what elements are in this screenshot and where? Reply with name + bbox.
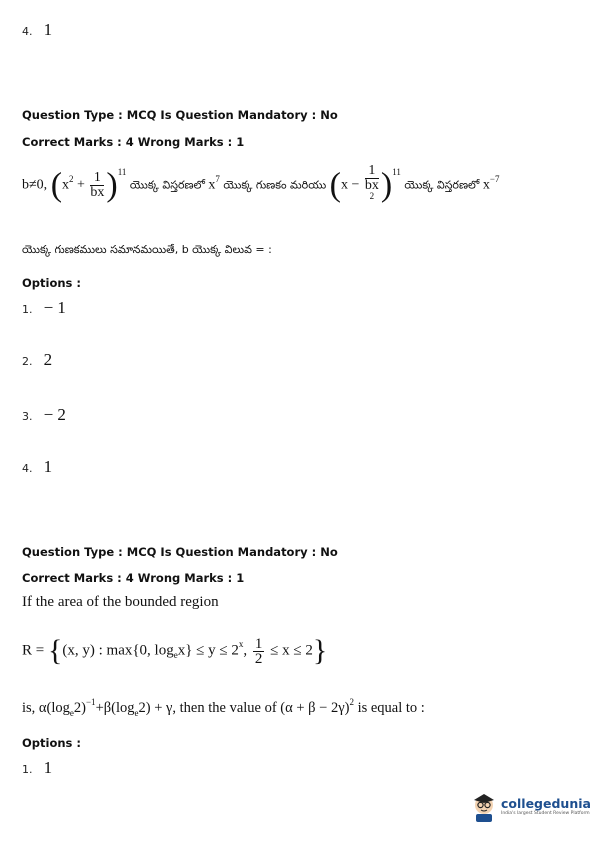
exp-neg7: −7: [489, 173, 500, 184]
logo-brand: collegedunia: [501, 796, 591, 811]
stem-text: 2) + γ, then the value of (α + β − 2γ): [138, 700, 350, 716]
option-value: 1: [43, 20, 53, 39]
region-lhs: R =: [22, 642, 45, 659]
option-value: 2: [43, 350, 53, 369]
option-number: 4.: [22, 25, 33, 38]
region-body: (x, y) : max{0, log: [62, 642, 174, 659]
plus-sign: +: [77, 177, 85, 193]
option-number: 1.: [22, 763, 33, 776]
q2-stem-line1: If the area of the bounded region: [22, 594, 219, 610]
collegedunia-logo: [470, 792, 591, 822]
fraction-1-over-bx: [90, 171, 104, 200]
exp-2: 2: [69, 173, 74, 184]
frac-num: 1: [365, 164, 379, 179]
stem-text: is, α(log: [22, 700, 70, 716]
exp-7: 7: [215, 173, 220, 184]
q2-options-label: Options :: [22, 736, 81, 750]
sub-e: e: [134, 708, 139, 718]
fraction-1-over-2: [253, 637, 265, 666]
q1-option-1[interactable]: [22, 298, 66, 318]
region-body: ≤ x ≤ 2: [270, 642, 313, 659]
option-number: 4.: [22, 462, 33, 475]
q2-region-definition: R = {(x, y) : max{0, $\log_ex\} \le y \le 2^x$, $\frac{1}{2}$ ≤ x ≤ 2}: [22, 634, 328, 667]
telugu-text: యొక్క విస్తరణలో: [404, 178, 480, 192]
fraction-1-over-bx2: [365, 164, 379, 207]
sub-e: e: [69, 708, 74, 718]
frac-num: 1: [254, 635, 263, 652]
var-x: x: [482, 177, 490, 193]
frac-den: bx: [90, 185, 105, 200]
stem-condition: b≠0,: [22, 177, 48, 193]
q2-option-1[interactable]: [22, 758, 52, 778]
prev-option-4: [22, 20, 52, 40]
exp-2: 2: [349, 697, 354, 707]
exp-neg1: −1: [85, 697, 96, 707]
mascot-icon: [470, 792, 498, 822]
frac-den: 2: [254, 650, 263, 667]
q1-option-3[interactable]: [22, 405, 66, 425]
q2-marks-line: Correct Marks : 4 Wrong Marks : 1: [22, 571, 245, 585]
stem-text: 2): [73, 700, 86, 716]
frac-den: bx: [364, 178, 379, 193]
q1-marks-line: Correct Marks : 4 Wrong Marks : 1: [22, 135, 245, 149]
stem-text: is equal to :: [357, 700, 425, 716]
x-minus: x −: [340, 177, 360, 193]
exp-11: 11: [392, 166, 401, 177]
q1-option-4[interactable]: [22, 457, 52, 477]
option-value: 1: [43, 457, 53, 476]
q2-type-line: Question Type : MCQ Is Question Mandatory : No: [22, 545, 338, 559]
exp-x: x: [238, 639, 244, 650]
telugu-text: యొక్క విస్తరణలో: [129, 178, 205, 192]
option-number: 3.: [22, 410, 33, 423]
logo-tagline: India's largest Student Review Platform: [501, 811, 590, 816]
sub-e: e: [173, 650, 178, 661]
q1-stem-math: b≠0, ($x^2$ + $\frac{1}{bx}$ )$^{11}$ యొక్క విస్తరణలో $x^7$ యొక్క గుణకం మరియు (x − 1 bx 2 )$^{11}$ యొక్క విస్తరణలో $x^{-7}$: [22, 164, 499, 207]
var-x: x: [208, 177, 216, 193]
stem-text: +β(log: [95, 700, 135, 716]
telugu-text: యొక్క గుణకం మరియు: [223, 178, 327, 192]
var-x: x: [62, 177, 70, 193]
q1-stem-line2: యొక్క గుణకములు సమానమయితే, b యొక్క విలువ = :: [22, 243, 272, 256]
option-number: 1.: [22, 303, 33, 316]
comma: ,: [243, 642, 248, 659]
exp-11: 11: [117, 166, 127, 177]
option-value: − 1: [43, 298, 66, 317]
option-number: 2.: [22, 355, 33, 368]
frac-num: 1: [90, 171, 104, 186]
q1-type-line: Question Type : MCQ Is Question Mandatory : No: [22, 108, 338, 122]
region-body: x} ≤ y ≤ 2: [177, 642, 239, 659]
exp-2: 2: [369, 191, 375, 201]
q2-stem-line3: [22, 697, 425, 718]
q1-option-2[interactable]: [22, 350, 52, 370]
option-value: 1: [43, 758, 53, 777]
option-value: − 2: [43, 405, 66, 424]
q1-options-label: Options :: [22, 276, 81, 290]
